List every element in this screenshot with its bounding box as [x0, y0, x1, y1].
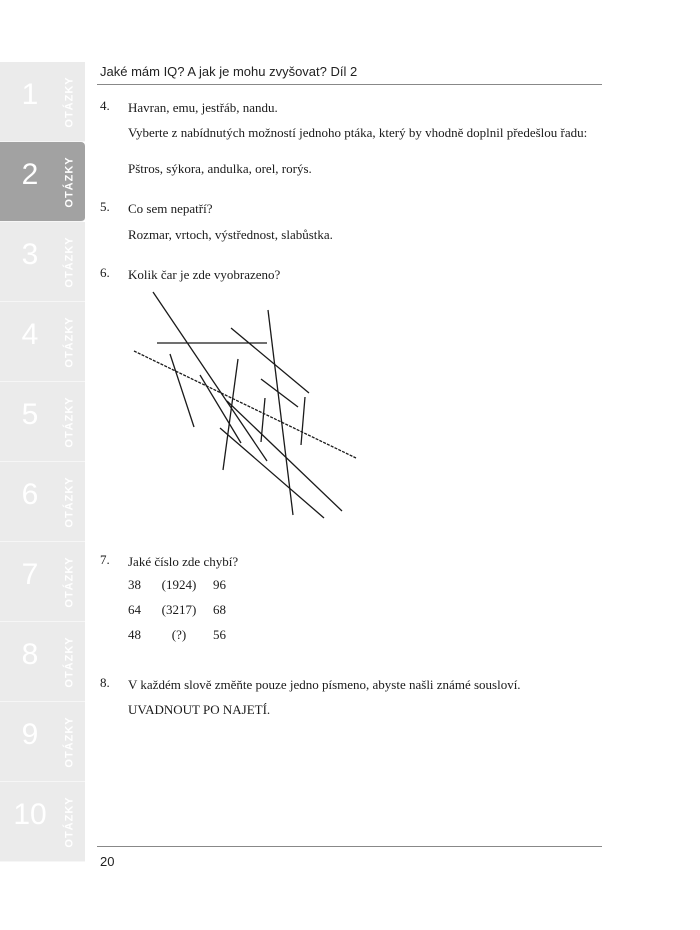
chapter-tab-number: 10 [13, 798, 47, 831]
chapter-tab-label: OTÁZKY [64, 716, 77, 768]
question-prompt: Co sem nepatří? [128, 201, 213, 216]
chapter-tab-10[interactable] [0, 782, 85, 862]
question-number: 5. [100, 199, 110, 214]
question-number: 4. [100, 98, 110, 113]
chapter-tab-number: 1 [21, 78, 39, 111]
figure-line [220, 428, 324, 518]
chapter-tab-8[interactable] [0, 622, 85, 702]
chapter-tab-label: OTÁZKY [64, 76, 77, 128]
number-puzzle [128, 577, 268, 652]
chapter-tabs [0, 62, 85, 868]
chapter-tab-3[interactable] [0, 222, 85, 302]
question-number: 6. [100, 265, 110, 280]
question-phrase: UVADNOUT PO NAJETÍ. [128, 702, 271, 717]
puzzle-left: 48 [128, 627, 141, 642]
figure-line [301, 397, 305, 445]
header-divider [97, 84, 602, 85]
chapter-tab-number: 6 [21, 478, 39, 511]
question-prompt: Havran, emu, jestřáb, nandu. [128, 100, 278, 115]
chapter-tab-6[interactable] [0, 462, 85, 542]
chapter-tab-label: OTÁZKY [64, 156, 77, 208]
puzzle-middle: (1924) [161, 577, 197, 592]
figure-line [268, 310, 293, 515]
figure-line [227, 401, 342, 511]
chapter-tab-number: 4 [21, 318, 39, 351]
chapter-tab-number: 8 [21, 638, 39, 671]
chapter-tab-label: OTÁZKY [64, 236, 77, 288]
lines-figure [128, 285, 368, 525]
question-number: 7. [100, 552, 110, 567]
question-options: Rozmar, vrtoch, výstřednost, slabůstka. [128, 227, 333, 242]
question-prompt: Kolik čar je zde vyobrazeno? [128, 267, 281, 282]
figure-line [231, 328, 309, 393]
chapter-tab-label: OTÁZKY [64, 556, 77, 608]
question-number: 8. [100, 675, 110, 690]
puzzle-right: 56 [213, 627, 226, 642]
chapter-tab-7[interactable] [0, 542, 85, 622]
figure-line [153, 292, 267, 461]
chapter-tab-label: OTÁZKY [64, 476, 77, 528]
figure-line [170, 354, 194, 427]
footer-divider [97, 846, 602, 847]
chapter-tab-number: 9 [21, 718, 39, 751]
chapter-tab-number: 3 [21, 238, 39, 271]
puzzle-right: 68 [213, 602, 226, 617]
chapter-tab-5[interactable] [0, 382, 85, 462]
chapter-tab-label: OTÁZKY [64, 636, 77, 688]
chapter-tab-9[interactable] [0, 702, 85, 782]
question-instruction: Vyberte z nabídnutých možností jednoho ptáka, který by vhodně doplnil předešlou řadu: [128, 125, 588, 140]
chapter-tab-4[interactable] [0, 302, 85, 382]
puzzle-right: 96 [213, 577, 226, 592]
chapter-tab-label: OTÁZKY [64, 316, 77, 368]
puzzle-left: 64 [128, 602, 141, 617]
chapter-tab-label: OTÁZKY [64, 396, 77, 448]
puzzle-row [128, 627, 268, 652]
puzzle-row [128, 602, 268, 627]
question-prompt: Jaké číslo zde chybí? [128, 554, 239, 569]
chapter-tab-label: OTÁZKY [64, 796, 77, 848]
page-number: 20 [100, 854, 115, 869]
question-options: Pštros, sýkora, andulka, orel, rorýs. [128, 161, 312, 176]
puzzle-middle: (3217) [161, 602, 197, 617]
chapter-tab-number: 5 [21, 398, 39, 431]
chapter-tab-number: 2 [21, 158, 39, 191]
question-prompt: V každém slově změňte pouze jedno písmeno, abyste našli známé sousloví. [128, 677, 521, 692]
chapter-tab-number: 7 [21, 558, 39, 591]
puzzle-row [128, 577, 268, 602]
chapter-tab-2[interactable] [0, 142, 85, 222]
chapter-tab-1[interactable] [0, 62, 85, 142]
running-header: Jaké mám IQ? A jak je mohu zvyšovat? Díl 2 [100, 64, 358, 79]
puzzle-middle: (?) [171, 627, 187, 642]
puzzle-left: 38 [128, 577, 141, 592]
figure-line [134, 351, 356, 458]
